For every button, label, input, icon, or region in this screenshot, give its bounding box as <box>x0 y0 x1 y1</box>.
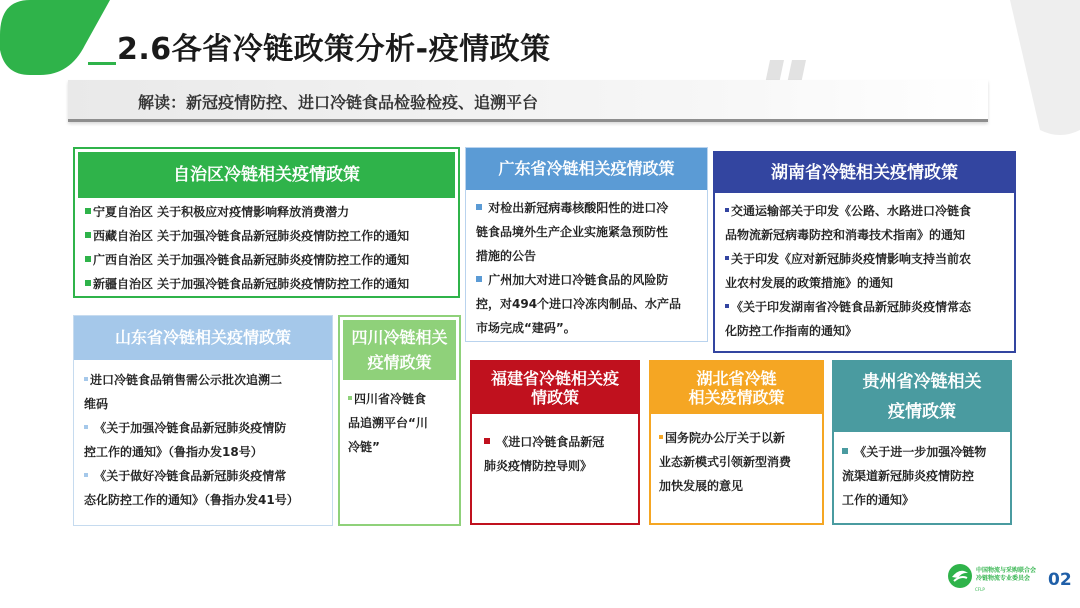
card-fujian-title-line1: 福建省冷链相关疫 <box>490 368 619 388</box>
list-item: 交通运输部关于印发《公路、水路进口冷链食 <box>725 199 1014 223</box>
logo-abbr: CFLP <box>975 587 985 592</box>
list-item: 《关于进一步加强冷链物 <box>842 440 1010 464</box>
logo-line1: 中国物流与采购联合会 <box>976 567 1037 574</box>
bullet-icon <box>85 232 91 238</box>
bullet-icon <box>85 208 91 214</box>
list-item: 进口冷链食品销售需公示批次追溯二 <box>84 368 332 392</box>
bullet-icon <box>484 438 490 444</box>
card-hubei-title-line1: 湖北省冷链 <box>696 368 777 388</box>
card-fujian <box>470 360 640 525</box>
bullet-icon <box>725 256 729 260</box>
list-item: 广州加大对进口冷链食品的风险防 <box>476 268 707 292</box>
page-number: 02 <box>1048 570 1072 590</box>
list-item: 控工作的通知》（鲁指办发18号） <box>84 445 263 459</box>
list-item: 广西自治区 关于加强冷链食品新冠肺炎疫情防控工作的通知 <box>85 248 458 272</box>
card-hubei <box>649 360 824 525</box>
card-guangdong-body <box>476 196 707 340</box>
card-guangdong-title: 广东省冷链相关疫情政策 <box>498 159 675 179</box>
bullet-icon <box>725 304 729 308</box>
bullet-icon <box>476 204 482 210</box>
page-title: 2.6各省冷链政策分析-疫情政策 <box>117 32 551 67</box>
list-item: 维码 <box>84 397 109 411</box>
card-hubei-title-line2: 相关疫情政策 <box>688 388 785 407</box>
subtitle-bar <box>68 80 988 122</box>
bullet-icon <box>85 280 91 286</box>
bullet-icon <box>85 256 91 262</box>
card-sichuan-title-line1: 四川冷链相关 <box>351 327 448 347</box>
list-item: 冷链” <box>348 440 380 454</box>
list-item: 对检出新冠病毒核酸阳性的进口冷 <box>476 196 707 220</box>
list-item: 业农村发展的政策措施》的通知 <box>725 276 894 290</box>
card-fujian-title-line2: 情政策 <box>530 388 579 407</box>
logo-name <box>976 567 1036 583</box>
card-fujian-header <box>472 362 638 414</box>
card-shandong <box>73 315 333 526</box>
title-underline <box>88 62 116 65</box>
list-item: 关于印发《应对新冠肺炎疫情影响支持当前农 <box>725 247 1014 271</box>
card-hubei-header <box>651 362 822 414</box>
subtitle-text: 解读：新冠疫情防控、进口冷链食品检验检疫、追溯平台 <box>138 93 539 112</box>
card-guangdong <box>465 147 708 342</box>
card-sichuan-body <box>348 387 459 459</box>
bullet-icon <box>348 396 352 400</box>
card-hunan-body <box>725 199 1014 343</box>
list-item: 工作的通知》 <box>842 493 915 507</box>
bullet-icon <box>476 276 482 282</box>
list-item: 业态新模式引领新型消费 <box>659 455 792 469</box>
card-hubei-body <box>659 426 822 498</box>
list-item: 肺炎疫情防控导则》 <box>484 459 593 473</box>
card-guangdong-header <box>466 148 707 190</box>
card-sichuan <box>338 315 461 526</box>
list-item: 西藏自治区 关于加强冷链食品新冠肺炎疫情防控工作的通知 <box>85 224 458 248</box>
bullet-icon <box>659 435 663 439</box>
card-sichuan-title-line2: 疫情政策 <box>367 353 432 372</box>
card-shandong-body <box>84 368 332 512</box>
list-item: 四川省冷链食 <box>348 387 459 411</box>
card-fujian-body <box>484 430 638 478</box>
list-item: 《关于印发湖南省冷链食品新冠肺炎疫情常态 <box>725 295 1014 319</box>
card-hunan-header <box>715 153 1014 193</box>
card-guizhou-title-line2: 疫情政策 <box>888 402 956 422</box>
card-guizhou-body <box>842 440 1010 512</box>
list-item: 态化防控工作的通知》（鲁指办发41号） <box>84 493 299 507</box>
card-autonomous-regions <box>73 147 460 298</box>
logo-line2: 冷链物流专业委员会 <box>976 575 1031 582</box>
list-item: 品追溯平台“川 <box>348 416 428 430</box>
bullet-icon <box>84 377 88 381</box>
list-item: 国务院办公厅关于以新 <box>659 426 822 450</box>
list-item: 《关于做好冷链食品新冠肺炎疫情常 <box>84 464 332 488</box>
list-item: 宁夏自治区 关于积极应对疫情影响释放消费潜力 <box>85 200 458 224</box>
cflp-logo-icon <box>946 563 974 593</box>
list-item: 市场完成“建码”。 <box>476 321 576 335</box>
card-autonomous-body <box>85 200 458 296</box>
bullet-icon <box>725 208 729 212</box>
card-guizhou-header <box>834 362 1010 432</box>
card-shandong-header <box>74 316 332 360</box>
bullet-icon <box>84 425 88 429</box>
list-item: 链食品境外生产企业实施紧急预防性 <box>476 225 669 239</box>
card-autonomous-title: 自治区冷链相关疫情政策 <box>173 164 360 185</box>
card-guizhou <box>832 360 1012 525</box>
list-item: 加快发展的意见 <box>659 479 744 493</box>
list-item: 措施的公告 <box>476 249 537 263</box>
list-item: 流渠道新冠肺炎疫情防控 <box>842 469 975 483</box>
card-shandong-title: 山东省冷链相关疫情政策 <box>114 328 291 348</box>
card-guizhou-title-line1: 贵州省冷链相关 <box>862 371 982 392</box>
list-item: 新疆自治区 关于加强冷链食品新冠肺炎疫情防控工作的通知 <box>85 272 458 296</box>
bullet-icon <box>84 473 88 477</box>
list-item: 化防控工作指南的通知》 <box>725 324 858 338</box>
card-hunan-title: 湖南省冷链相关疫情政策 <box>771 162 958 183</box>
card-sichuan-header <box>343 320 456 380</box>
list-item: 品物流新冠病毒防控和消毒技术指南》的通知 <box>725 228 966 242</box>
list-item: 控，对494个进口冷冻肉制品、水产品 <box>476 297 682 311</box>
list-item: 《关于加强冷链食品新冠肺炎疫情防 <box>84 416 332 440</box>
card-hunan <box>713 151 1016 353</box>
bullet-icon <box>842 448 848 454</box>
card-autonomous-header <box>78 152 455 198</box>
list-item: 《进口冷链食品新冠 <box>484 430 638 454</box>
